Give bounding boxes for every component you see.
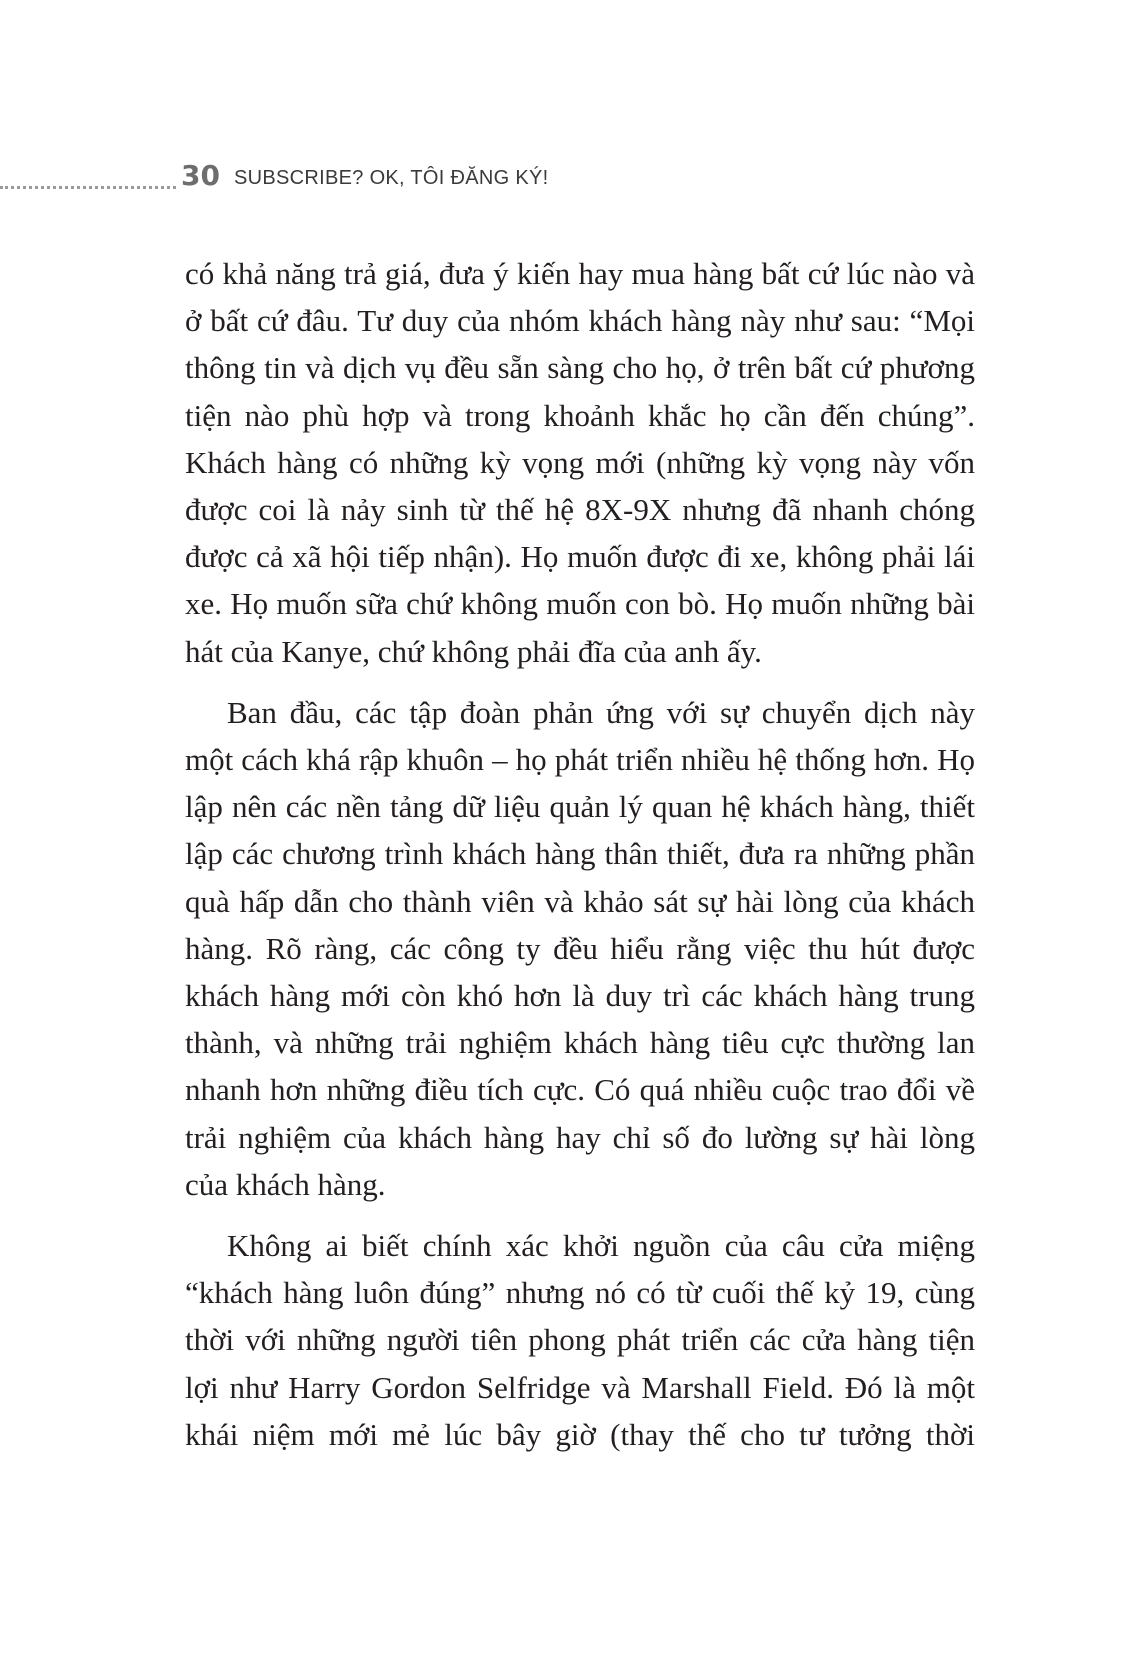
page-number: 30 xyxy=(181,159,220,192)
body-text xyxy=(185,250,975,1458)
running-header xyxy=(0,158,1125,198)
running-title: SUBSCRIBE? OK, TÔI ĐĂNG KÝ! xyxy=(234,167,549,189)
paragraph-continued: có khả năng trả giá, đưa ý kiến hay mua hàng bất cứ lúc nào và ở bất cứ đâu. Tư duy của nhóm khách hàng này như sau: “Mọi thông tin và dịch vụ đều sẵn sàng cho họ, ở trên bất cứ phương tiện nào phù hợp và trong khoảnh khắc họ cần đến chúng”. Khách hàng có những kỳ vọng mới (những kỳ vọng này vốn được coi là nảy sinh từ thế hệ 8X-9X nhưng đã nhanh chóng được cả xã hội tiếp nhận). Họ muốn được đi xe, không phải lái xe. Họ muốn sữa chứ không muốn con bò. Họ muốn những bài hát của Kanye, chứ không phải đĩa của anh ấy. xyxy=(185,256,975,669)
paragraph: Không ai biết chính xác khởi nguồn của câu cửa miệng “khách hàng luôn đúng” nhưng nó có từ cuối thế kỷ 19, cùng thời với những người tiên phong phát triển các cửa hàng tiện lợi như Harry Gordon Selfridge và Marshall Field. Đó là một khái niệm mới mẻ lúc bây giờ (thay thế cho tư tưởng thời xyxy=(185,1228,975,1452)
dotted-leader xyxy=(0,186,176,189)
paragraph: Ban đầu, các tập đoàn phản ứng với sự chuyển dịch này một cách khá rập khuôn – họ phát triển nhiều hệ thống hơn. Họ lập nên các nền tảng dữ liệu quản lý quan hệ khách hàng, thiết lập các chương trình khách hàng thân thiết, đưa ra những phần quà hấp dẫn cho thành viên và khảo sát sự hài lòng của khách hàng. Rõ ràng, các công ty đều hiểu rằng việc thu hút được khách hàng mới còn khó hơn là duy trì các khách hàng trung thành, và những trải nghiệm khách hàng tiêu cực thường lan nhanh hơn những điều tích cực. Có quá nhiều cuộc trao đổi về trải nghiệm của khách hàng hay chỉ số đo lường sự hài lòng của khách hàng. xyxy=(185,694,975,1202)
